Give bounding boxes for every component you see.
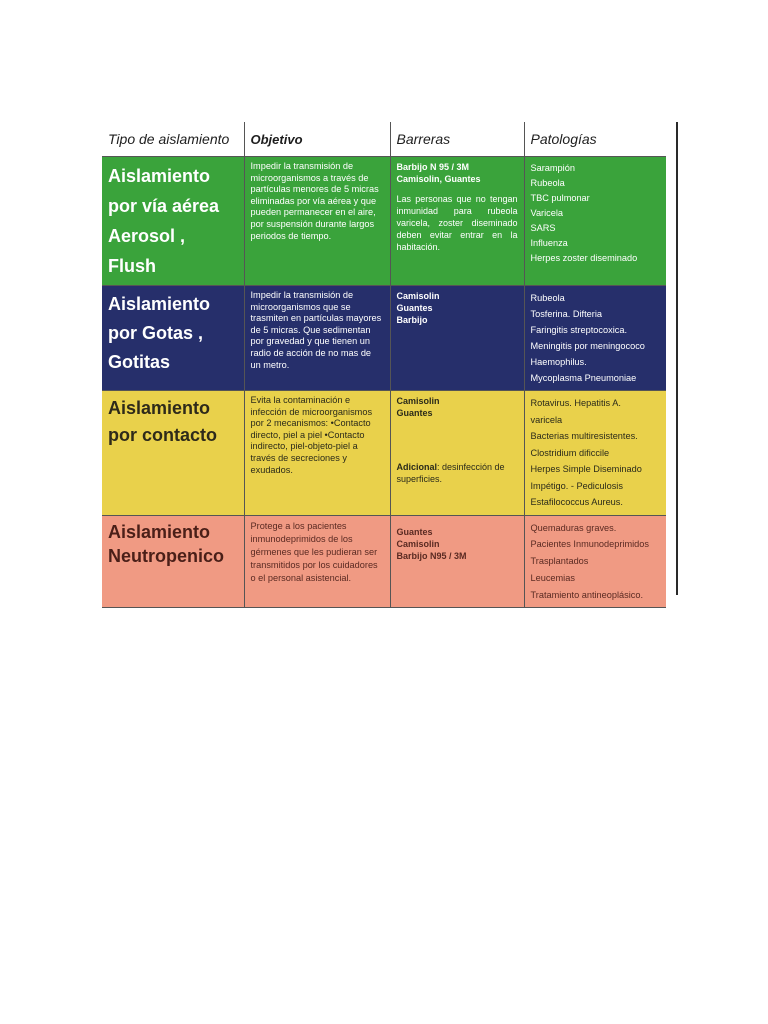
patologia-item: Bacterias multiresistentes.: [530, 431, 638, 441]
patologia-item: Tosferina. Difteria: [530, 309, 602, 319]
table-header-row: [102, 122, 666, 157]
objetivo-cell: Evita la contaminación e infección de microorganismos por 2 mecanismos: •Contacto directo, piel a piel •Contacto indirecto, piel-objeto-piel a través de secreciones y exudados.: [244, 391, 390, 516]
barrera-item: Camisolin: [396, 396, 440, 406]
patologias-cell: [524, 515, 666, 608]
patologia-item: Herpes Simple Diseminado: [530, 464, 642, 474]
table-row-gotas: [102, 286, 666, 391]
tipo-title-line: Gotitas: [108, 352, 171, 372]
barreras-cell: [390, 515, 524, 608]
header-tipo: Tipo de aislamiento: [102, 122, 244, 157]
objetivo-cell: Impedir la transmisión de microorganismos a través de partículas menores de 5 micras eliminadas por vía aérea y que pueden permanecer en el aire, por suspensión durante largos periodos de tiempo.: [244, 157, 390, 286]
tipo-title-line: Neutropenico: [108, 545, 225, 566]
patologia-item: Varicela: [530, 208, 564, 218]
patologia-item: Haemophilus.: [530, 357, 587, 367]
isolation-table: [102, 122, 666, 608]
patologia-item: Herpes zoster diseminado: [530, 253, 638, 263]
barrera-item: Barbijo: [396, 315, 428, 325]
patologia-item: Quemaduras graves.: [530, 522, 617, 533]
barrera-item: Camisolin, Guantes: [396, 174, 481, 184]
tipo-title-line: Aislamiento: [108, 398, 211, 418]
objetivo-cell: Impedir la transmisión de microorganismos que se trasmiten en partículas mayores de 5 micras. Que sedimentan por gravedad y que tienen un radio de acción de no mas de un metro.: [244, 286, 390, 391]
tipo-cell: [102, 286, 244, 391]
header-objetivo: Objetivo: [244, 122, 390, 157]
patologia-item: Estafilococcus Aureus.: [530, 497, 623, 507]
patologia-item: TBC pulmonar: [530, 193, 590, 203]
patologia-item: Clostridium dificcile: [530, 447, 610, 458]
barrera-note: Las personas que no tengan inmunidad para rubeola varicela, zoster diseminado deben evitar entrar en la habitación.: [396, 194, 518, 252]
patologia-item: Influenza: [530, 238, 568, 248]
barrera-item: Guantes: [396, 303, 433, 313]
tipo-title-line: por Gotas ,: [108, 323, 204, 343]
patologia-item: Impétigo. - Pediculosis: [530, 480, 623, 491]
patologia-item: Mycoplasma Pneumoniae: [530, 373, 637, 383]
tipo-cell: [102, 391, 244, 516]
header-patologias: Patologías: [524, 122, 666, 157]
tipo-title-line: Aislamiento: [108, 521, 211, 542]
patologia-item: Pacientes Inmunodeprimidos: [530, 539, 649, 550]
table-row-contacto: [102, 391, 666, 516]
patologia-item: Faringitis streptocoxica.: [530, 325, 628, 335]
patologias-cell: [524, 157, 666, 286]
patologia-item: Leucemias: [530, 572, 575, 583]
tipo-cell: [102, 515, 244, 608]
patologia-item: Trasplantados: [530, 556, 589, 567]
patologia-item: Rubeola: [530, 178, 565, 188]
table-row-neutropenico: [102, 515, 666, 608]
adicional-label: Adicional: [396, 462, 438, 472]
adicional-text: : desinfección de superficies.: [396, 462, 505, 484]
tipo-title-line: Aislamiento: [108, 294, 211, 314]
patologia-item: Rotavirus. Hepatitis A.: [530, 398, 621, 408]
barreras-cell: [390, 286, 524, 391]
tipo-title-line: por vía aérea: [108, 196, 220, 216]
barrera-item: Barbijo N95 / 3M: [396, 550, 467, 561]
tipo-title-line: Aislamiento: [108, 166, 211, 186]
patologia-item: Tratamiento antineoplásico.: [530, 589, 644, 600]
tipo-title-line: por contacto: [108, 425, 218, 445]
barrera-item: Camisolin: [396, 538, 440, 549]
barrera-item: Guantes: [396, 526, 433, 537]
patologias-cell: [524, 286, 666, 391]
barreras-cell: [390, 157, 524, 286]
patologia-item: Sarampión: [530, 163, 575, 173]
header-barreras: Barreras: [390, 122, 524, 157]
tipo-cell: [102, 157, 244, 286]
isolation-table-image: [102, 122, 676, 600]
barrera-item: Barbijo N 95 / 3M: [396, 162, 470, 172]
patologia-item: Meningitis por meningococo: [530, 341, 645, 351]
patologia-item: SARS: [530, 223, 556, 233]
barrera-item: Guantes: [396, 408, 433, 418]
objetivo-cell: Protege a los pacientes inmunodeprimidos de los gérmenes que les pudieran ser transmitidos por los cuidadores o el personal asistencial.: [244, 515, 390, 608]
patologias-cell: [524, 391, 666, 516]
barreras-cell: [390, 391, 524, 516]
table-row-aerea: [102, 157, 666, 286]
tipo-title-line: Aerosol , Flush: [108, 226, 186, 276]
barrera-adicional: [397, 461, 518, 485]
patologia-item: Rubeola: [530, 293, 565, 303]
patologia-item: varicela: [530, 414, 563, 425]
barrera-item: Camisolin: [396, 291, 440, 301]
